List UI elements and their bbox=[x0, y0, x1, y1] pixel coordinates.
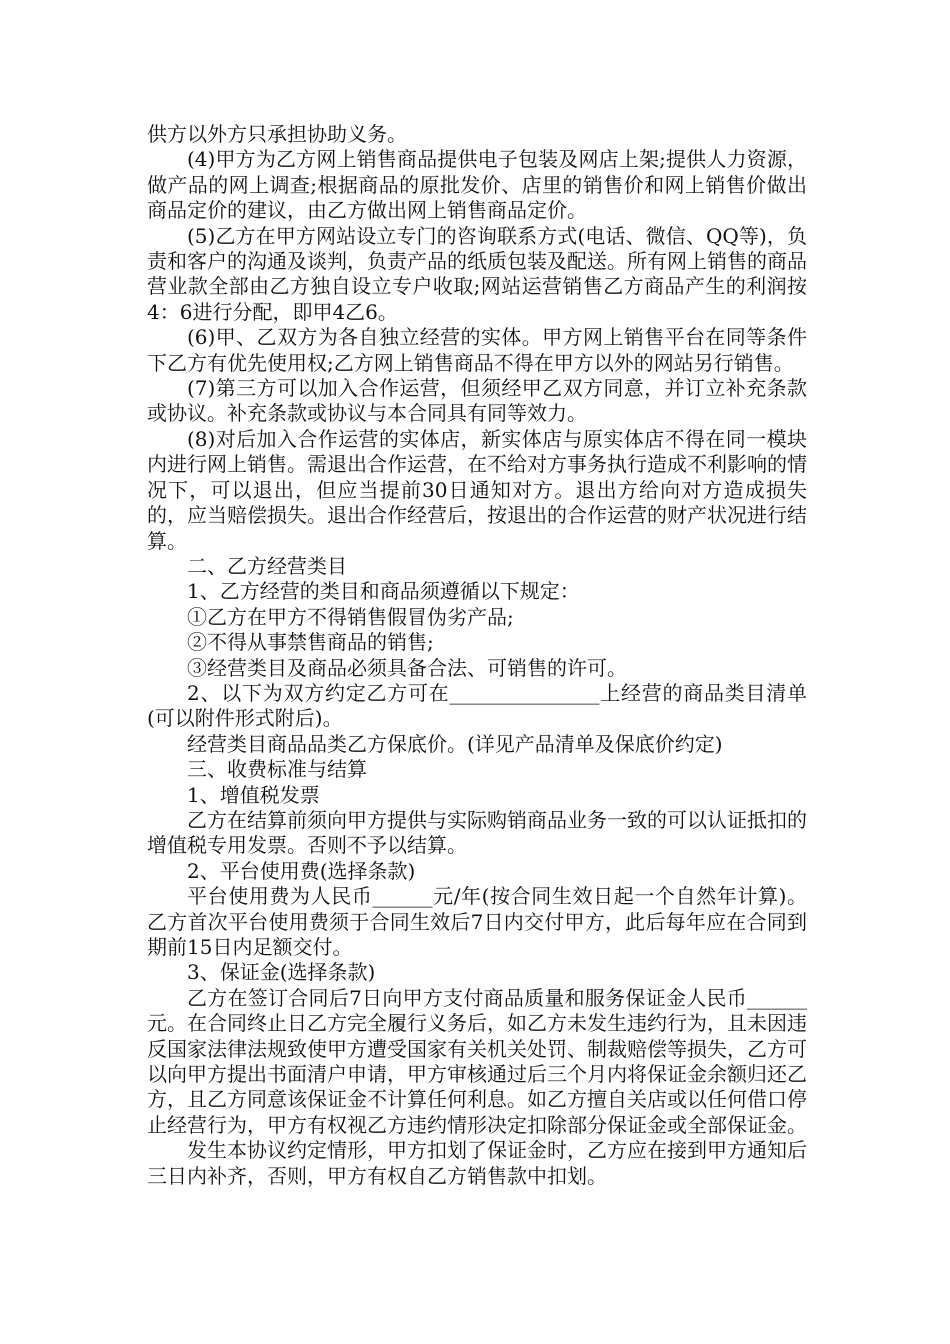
section-heading-3: 三、收费标准与结算 bbox=[187, 757, 367, 782]
paragraph-clause-8: (8)对后加入合作运营的实体店，新实体店与原实体店不得在同一模块内进行网上销售。需退出合作运营，在不给对方事务执行造成不利影响的情况下，可以退出，但应当提前30日通知对方。退出方给向对方造成损失的，应当赔偿损失。退出合作经营后，按退出的合作运营的财产状况进行结算。 bbox=[147, 426, 807, 553]
document-body bbox=[147, 122, 807, 1189]
subheading-deposit: 3、保证金(选择条款) bbox=[187, 960, 376, 985]
paragraph-clause-5: (5)乙方在甲方网站设立专门的咨询联系方式(电话、微信、QQ等)，负责和客户的沟通及谈判，负责产品的纸质包装及配送。所有网上销售的商品营业款全部由乙方独自设立专户收取;网站运营销售乙方商品产生的利润按4：6进行分配，即甲4乙6。 bbox=[147, 223, 807, 324]
paragraph-continuation: 供方以外方只承担协助义务。 bbox=[147, 122, 407, 146]
paragraph-clause-4: (4)甲方为乙方网上销售商品提供电子包装及网店上架;提供人力资源，做产品的网上调查;根据商品的原批发价、店里的销售价和网上销售价做出商品定价的建议，由乙方做出网上销售商品定价。 bbox=[147, 147, 807, 223]
paragraph-deposit: 乙方在签订合同后7日向甲方支付商品质量和服务保证金人民币______元。在合同终止日乙方完全履行义务后，如乙方未发生违约行为，且未因违反国家法律法规致使甲方遭受国家有关机关处罚、制裁赔偿等损失，乙方可以向甲方提出书面清户申请，甲方审核通过后三个月内将保证金余额归还乙方，且乙方同意该保证金不计算任何利息。如乙方擅自关店或以任何借口停止经营行为，甲方有权视乙方违约情形决定扣除部分保证金或全部保证金。 bbox=[147, 985, 807, 1137]
section-heading-2: 二、乙方经营类目 bbox=[187, 553, 347, 578]
paragraph-deposit-replenish: 发生本协议约定情形，甲方扣划了保证金时，乙方应在接到甲方通知后三日内补齐，否则，甲方有权自乙方销售款中扣划。 bbox=[147, 1138, 807, 1188]
paragraph-rule-2: ②不得从事禁售商品的销售; bbox=[187, 630, 434, 655]
subheading-platform-fee: 2、平台使用费(选择条款) bbox=[187, 858, 416, 883]
paragraph-rule-1: ①乙方在甲方不得销售假冒伪劣产品; bbox=[187, 604, 514, 629]
paragraph-vat-invoice: 乙方在结算前须向甲方提供与实际购销商品业务一致的可以认证抵扣的增值税专用发票。否则不予以结算。 bbox=[147, 807, 807, 858]
paragraph-category-list: 2、以下为双方约定乙方可在_______________上经营的商品类目清单(可以附件形式附后)。 bbox=[147, 680, 807, 731]
paragraph-platform-fee: 平台使用费为人民币______元/年(按合同生效日起一个自然年计算)。乙方首次平台使用费须于合同生效后7日内交付甲方，此后每年应在合同到期前15日内足额交付。 bbox=[147, 884, 807, 959]
paragraph-floor-price: 经营类目商品品类乙方保底价。(详见产品清单及保底价约定) bbox=[187, 731, 723, 756]
subheading-vat-invoice: 1、增值税发票 bbox=[187, 782, 320, 807]
paragraph-rule-3: ③经营类目及商品必须具备合法、可销售的许可。 bbox=[187, 655, 627, 680]
paragraph-category-rules: 1、乙方经营的类目和商品须遵循以下规定： bbox=[187, 579, 580, 604]
paragraph-clause-7: (7)第三方可以加入合作运营，但须经甲乙双方同意，并订立补充条款或协议。补充条款或协议与本合同具有同等效力。 bbox=[147, 376, 807, 426]
paragraph-clause-6: (6)甲、乙双方为各自独立经营的实体。甲方网上销售平台在同等条件下乙方有优先使用权;乙方网上销售商品不得在甲方以外的网站另行销售。 bbox=[147, 325, 807, 375]
